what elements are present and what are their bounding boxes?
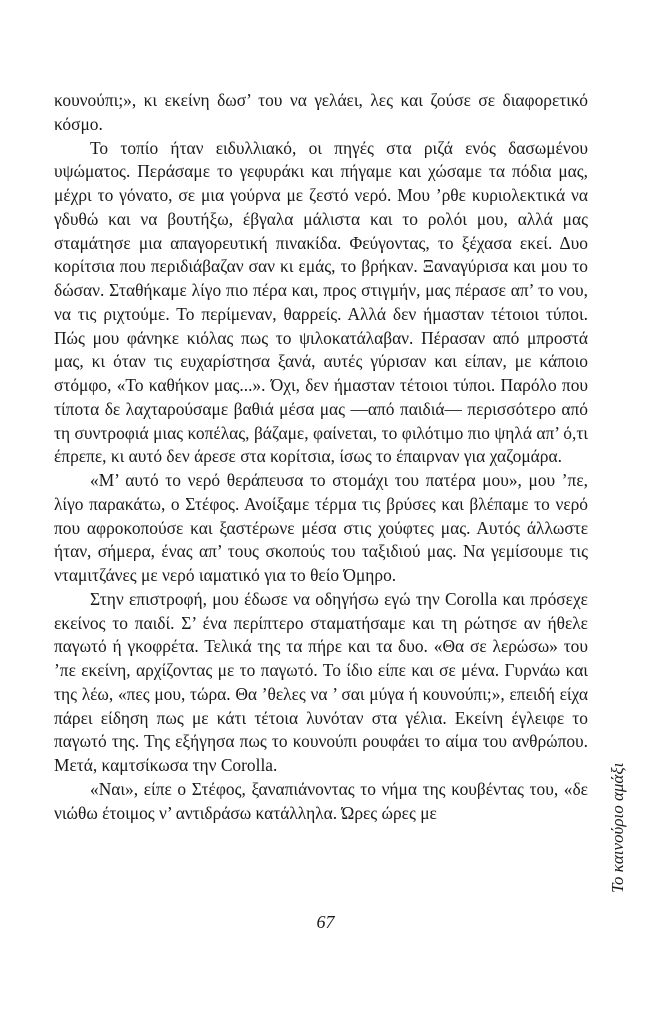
paragraph-spring-water: «Μ’ αυτό το νερό θεράπευσα το στομάχι του πατέρα μου», μου ’πε, λίγο παρακάτω, ο Στέφος. Ανοίξαμε τέρμα τις βρύσες και βλέπαμε το νερό που αφροκοπούσε και ξαστέρωνε μέσα στις χούφτες μας. Αυτός άλλωστε ήταν, σήμερα, ένας απ’ τους σκοπούς του ταξιδιού μας. Να γεμίσουμε τις νταμιτζάνες με νερό ιαματικό για το θείο Όμηρο. [54,470,588,585]
page-number: 67 [316,912,335,932]
running-title: Το καινούριο αμάξι [608,762,627,893]
paragraph-continuation: κουνούπι;», κι εκείνη δωσ’ του να γελάει, λες και ζούσε σε διαφορετικό κόσμο. [54,90,588,134]
body-text [54,89,588,825]
paragraph-return-trip: Στην επιστροφή, μου έδωσε να οδηγήσω εγώ την Corolla και πρόσεχε εκείνος το παιδί. Σ’ ένα περίπτερο σταματήσαμε και τη ρώτησε αν ήθελε παγωτό ή γκοφρέτα. Τελικά της τα πήρε και τα δυο. «Θα σε λερώσω» του ’πε εκείνη, αρχίζοντας με το παγωτό. Το ίδιο είπε και σε μένα. Γυρνάω και της λέω, «πες μου, τώρα. Θα ’θελες να ’ σαι μύγα ή κουνούπι;», επειδή είχα πάρει είδηση πως με κάτι τέτοια λυνόταν στα γέλια. Εκείνη έγλειφε το παγωτό της. Της εξήγησα πως το κουνούπι ρουφάει το αίμα του ανθρώπου. Μετά, καμτσίκωσα την Corolla. [54,588,588,775]
paragraph-stefos-dialogue: «Ναι», είπε ο Στέφος, ξαναπιάνοντας το νήμα της κουβέντας του, «δε νιώθω έτοιμος ν’ αντιδράσω κατάλληλα. Ώρες ώρες με [54,778,588,823]
paragraph-landscape: Το τοπίο ήταν ειδυλλιακό, οι πηγές στα ριζά ενός δασωμένου υψώματος. Περάσαμε το γεφυράκι και πήγαμε και χώσαμε τα πόδια μας, μέχρι το γόνατο, σε μια γούρνα με ζεστό νερό. Μου ’ρθε κυριολεκτικά να γδυθώ και να βουτήξω, έβγαλα μάλιστα και το ρολόι μου, αλλά μας σταμάτησε μια απαγορευτική πινακίδα. Φεύγοντας, το ξέχασα εκεί. Δυο κορίτσια που περιδιάβαζαν σαν κι εμάς, το βρήκαν. Ξαναγύρισα και μου το δώσαν. Σταθήκαμε λίγο πιο πέρα και, προς στιγμήν, μας πέρασε απ’ το νου, να τις ριχτούμε. Το περίμεναν, θαρρείς. Αλλά δεν ήμασταν τέτοιοι τύποι. Πώς μου φάνηκε κιόλας πως το ψιλοκατάλαβαν. Πέρασαν από μπροστά μας, κι όταν τις ευχαρίστησα ξανά, αυτές γύρισαν και είπαν, με κάποιο στόμφο, «Το καθήκον μας...». Όχι, δεν ήμασταν τέτοιοι τύποι. Παρόλο που τίποτα δε λαχταρούσαμε βαθιά μέσα μας —από παιδιά— περισσότερο από τη συντροφιά μιας κοπέλας, βάζαμε, φαίνεται, το φιλότιμο πιο ψηλά απ’ ό,τι έπρεπε, κι αυτό δεν άρεσε στα κορίτσια, ίσως το έπαιρναν για χαζομάρα. [54,137,588,467]
